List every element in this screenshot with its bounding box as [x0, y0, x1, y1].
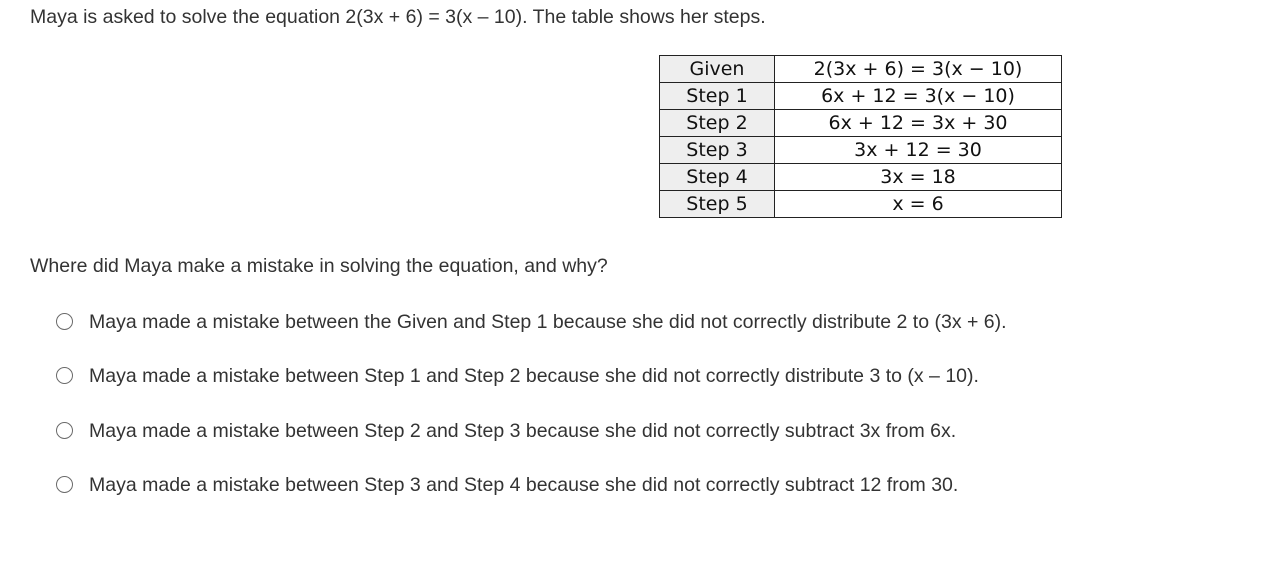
step-label: Step 4 [660, 164, 775, 191]
answer-option-c[interactable] [56, 419, 1007, 473]
step-label: Given [660, 56, 775, 83]
table-row [660, 110, 1062, 137]
table-row [660, 191, 1062, 218]
radio-button[interactable] [56, 476, 73, 493]
step-equation: x = 6 [775, 191, 1062, 218]
radio-button[interactable] [56, 313, 73, 330]
step-label: Step 5 [660, 191, 775, 218]
question-prompt: Maya is asked to solve the equation 2(3x + 6) = 3(x – 10). The table shows her steps. [30, 6, 766, 28]
step-label: Step 3 [660, 137, 775, 164]
option-label[interactable]: Maya made a mistake between Step 2 and Step 3 because she did not correctly subtract 3x from 6x. [89, 419, 957, 442]
option-label[interactable]: Maya made a mistake between Step 3 and Step 4 because she did not correctly subtract 12 from 30. [89, 473, 959, 496]
question-text: Where did Maya make a mistake in solving the equation, and why? [30, 255, 608, 277]
answer-option-d[interactable] [56, 473, 1007, 527]
radio-button[interactable] [56, 367, 73, 384]
answer-option-a[interactable] [56, 310, 1007, 364]
step-equation: 2(3x + 6) = 3(x − 10) [775, 56, 1062, 83]
table-row [660, 56, 1062, 83]
step-equation: 3x + 12 = 30 [775, 137, 1062, 164]
option-label[interactable]: Maya made a mistake between the Given and Step 1 because she did not correctly distribute 2 to (3x + 6). [89, 311, 1007, 333]
step-label: Step 1 [660, 83, 775, 110]
step-equation: 3x = 18 [775, 164, 1062, 191]
step-equation: 6x + 12 = 3x + 30 [775, 110, 1062, 137]
answer-option-b[interactable] [56, 364, 1007, 418]
step-label: Step 2 [660, 110, 775, 137]
answer-options [56, 310, 1007, 527]
table-row [660, 83, 1062, 110]
table-row [660, 137, 1062, 164]
option-label[interactable]: Maya made a mistake between Step 1 and Step 2 because she did not correctly distribute 3 to (x – 10). [89, 365, 979, 388]
step-equation: 6x + 12 = 3(x − 10) [775, 83, 1062, 110]
table-row [660, 164, 1062, 191]
steps-table [659, 55, 1062, 218]
radio-button[interactable] [56, 422, 73, 439]
